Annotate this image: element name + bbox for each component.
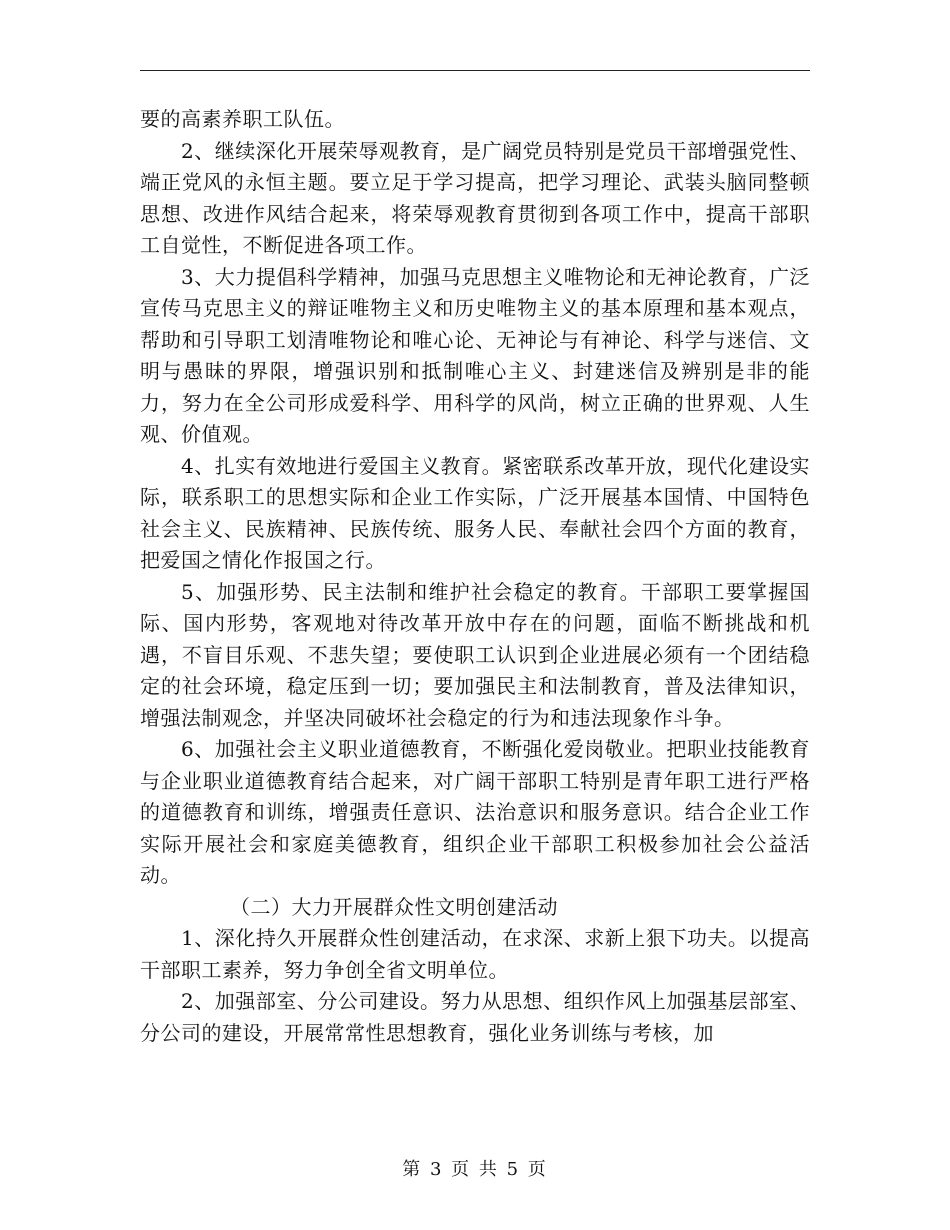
- paragraph-3: 3、大力提倡科学精神，加强马克思想主义唯物论和无神论教育，广泛宣传马克思主义的辩证唯物主义和历史唯物主义的基本原理和基本观点，帮助和引导职工划清唯物论和唯心论、无神论与有神论、科学与迷信、文明与愚昧的界限，增强识别和抵制唯心主义、封建迷信及辨别是非的能力，努力在全公司形成爱科学、用科学的风尚，树立正确的世界观、人生观、价值观。: [140, 264, 810, 446]
- header-rule: [140, 70, 810, 71]
- paragraph-6: 6、加强社会主义职业道德教育，不断强化爱岗敬业。把职业技能教育与企业职业道德教育结合起来，对广阔干部职工特别是青年职工进行严格的道德教育和训练，增强责任意识、法治意识和服务意识。结合企业工作实际开展社会和家庭美德教育，组织企业干部职工积极参加社会公益活动。: [140, 737, 810, 887]
- paragraph-4: 4、扎实有效地进行爱国主义教育。紧密联系改革开放，现代化建设实际，联系职工的思想实际和企业工作实际，广泛开展基本国情、中国特色社会主义、民族精神、民族传统、服务人民、奉献社会四个方面的教育，把爱国之情化作报国之行。: [140, 453, 810, 572]
- page-number-footer: 第 3 页 共 5 页: [402, 1159, 548, 1180]
- paragraph-1: 要的高素养职工队伍。: [140, 107, 345, 131]
- paragraph-2: 2、继续深化开展荣辱观教育，是广阔党员特别是党员干部增强党性、端正党风的永恒主题。要立足于学习提高，把学习理论、武装头脑同整顿思想、改进作风结合起来，将荣辱观教育贯彻到各项工作中，提高干部职工自觉性，不断促进各项工作。: [140, 138, 810, 257]
- paragraph-5: 5、加强形势、民主法制和维护社会稳定的教育。干部职工要掌握国际、国内形势，客观地对待改革开放中存在的问题，面临不断挑战和机遇，不盲目乐观、不悲失望；要使职工认识到企业进展必须有一个团结稳定的社会环境，稳定压到一切；要加强民主和法制教育，普及法律知识，增强法制观念，并坚决同破坏社会稳定的行为和违法现象作斗争。: [140, 579, 810, 730]
- paragraph-7: 1、深化持久开展群众性创建活动，在求深、求新上狠下功夫。以提高干部职工素养，努力争创全省文明单位。: [140, 926, 810, 982]
- document-body: [140, 104, 810, 1049]
- section-heading: [140, 892, 810, 924]
- section-heading-text: （二）大力开展群众性文明创建活动: [230, 894, 558, 919]
- paragraph-8: 2、加强部室、分公司建设。努力从思想、组织作风上加强基层部室、分公司的建设，开展常常性思想教育，强化业务训练与考核，加: [140, 989, 810, 1045]
